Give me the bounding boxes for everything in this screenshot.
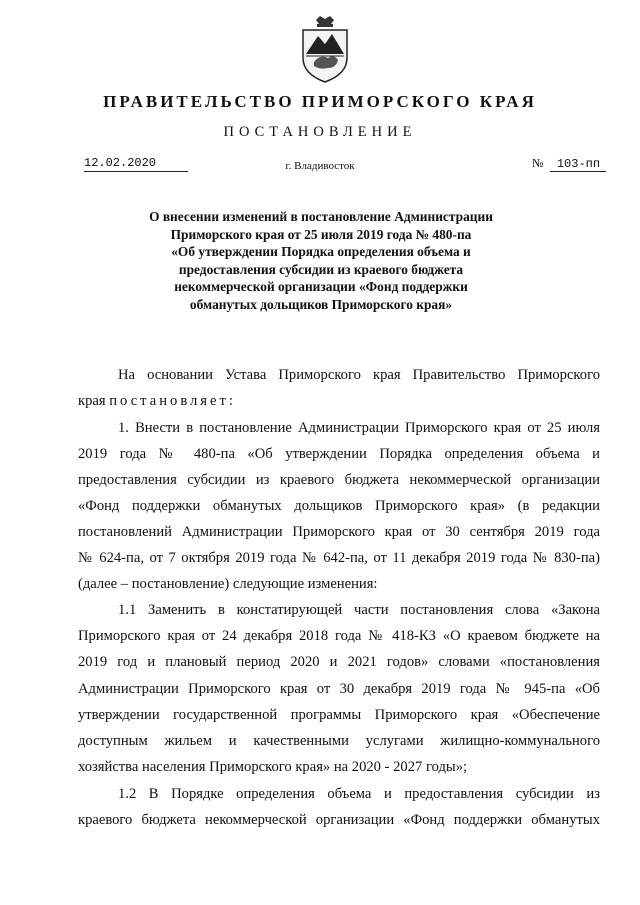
body-line: № 624-па, от 7 октября 2019 года № 642-па, от 11 декабря 2019 года № 830-па) xyxy=(78,550,600,566)
document-type: ПОСТАНОВЛЕНИЕ xyxy=(223,124,417,140)
subject-line: «Об утверждении Порядка определения объема и xyxy=(171,244,471,260)
body-line: 1.1 Заменить в констатирующей части постановления слова «Закона xyxy=(118,602,600,618)
subject-line: предоставления субсидии из краевого бюджета xyxy=(178,261,464,277)
resolution-word: постановляет: xyxy=(109,393,236,409)
body-line: 2019 года № 480-па «Об утверждении Порядка определения объема и xyxy=(78,446,600,462)
body-line: хозяйства населения Приморского края» на 2020 - 2027 годы»; xyxy=(78,759,468,775)
body-line: утверждении государственной программы Приморского края «Обеспечение xyxy=(78,707,600,723)
subject-line: Приморского края от 25 июля 2019 года № 480-па xyxy=(170,226,472,242)
body-line: «Фонд поддержки обманутых дольщиков Приморского края» (в редакции xyxy=(78,498,600,514)
body-line: 1. Внести в постановление Администрации Приморского края от 25 июля xyxy=(118,420,600,436)
number-label: № xyxy=(532,156,544,170)
body-line: краевого бюджета некоммерческой организации «Фонд поддержки обманутых xyxy=(78,812,600,828)
body-line: Приморского края от 24 декабря 2018 года № 418-КЗ «О краевом бюджете на xyxy=(78,628,600,644)
body-line: доступным жильем и качественными услугами жилищно-коммунального xyxy=(78,733,600,749)
document-date: 12.02.2020 xyxy=(84,156,188,172)
subject-line: О внесении изменений в постановление Администрации xyxy=(149,209,493,224)
body-line xyxy=(78,393,600,409)
body-line: Администрации Приморского края от 30 декабря 2019 года № 945-па «Об xyxy=(78,681,600,697)
body-line: На основании Устава Приморского края Правительство Приморского xyxy=(118,367,600,383)
body-line: (далее – постановление) следующие изменения: xyxy=(78,576,378,592)
government-title: ПРАВИТЕЛЬСТВО ПРИМОРСКОГО КРАЯ xyxy=(103,92,537,111)
body-line: постановлений Администрации Приморского края от 30 сентября 2019 года xyxy=(78,524,600,540)
body-line: 2019 год и плановый период 2020 и 2021 годов» словами «постановления xyxy=(78,654,600,670)
subject-line: обманутых дольщиков Приморского края» xyxy=(189,296,453,312)
document-city: г. Владивосток xyxy=(285,160,355,172)
subject-line: некоммерческой организации «Фонд поддержки xyxy=(174,279,468,295)
body-line: 1.2 В Порядке определения объема и предоставления субсидии из xyxy=(118,786,600,802)
number-value: 103-пп xyxy=(550,157,606,172)
body-line: предоставления субсидии из краевого бюджета некоммерческой организации xyxy=(78,472,600,488)
body-text: края xyxy=(78,393,110,409)
